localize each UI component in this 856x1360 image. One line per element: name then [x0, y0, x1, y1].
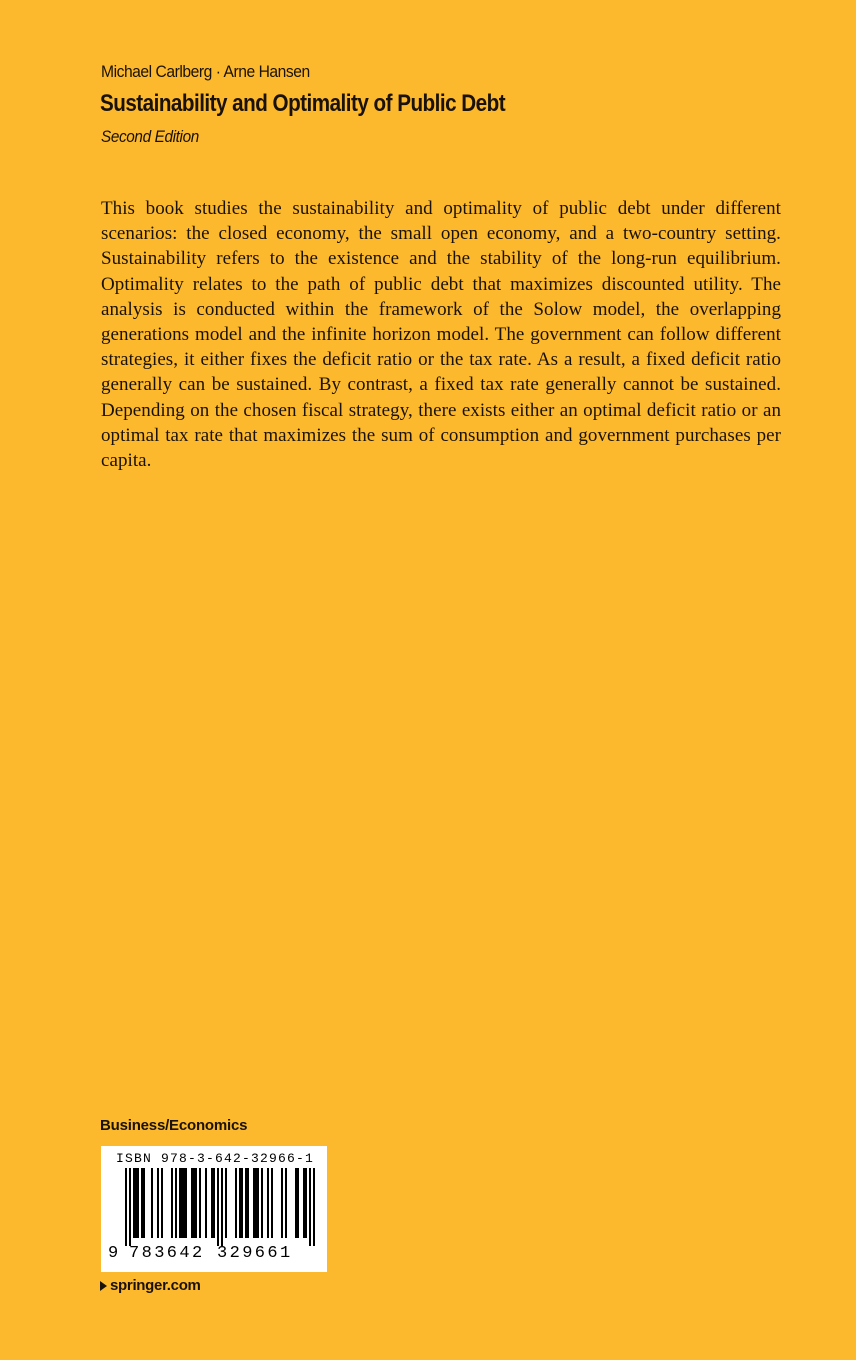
website-label: springer.com [110, 1277, 201, 1294]
barcode-bar [199, 1168, 201, 1238]
barcode-bar [135, 1168, 137, 1238]
barcode-bar [205, 1168, 207, 1238]
barcode-bar [241, 1168, 243, 1238]
barcode-bar [267, 1168, 269, 1238]
book-title: Sustainability and Optimality of Public Debt [100, 90, 506, 117]
barcode-bar [285, 1168, 287, 1238]
barcode-bar [141, 1168, 143, 1238]
barcode-bar [175, 1168, 177, 1238]
barcode-bar [185, 1168, 187, 1238]
barcode-bar [247, 1168, 249, 1238]
barcode-bar [225, 1168, 227, 1238]
publisher-website[interactable] [100, 1277, 201, 1294]
barcode-bar [211, 1168, 213, 1238]
barcode-bar [137, 1168, 139, 1238]
barcode-bar [217, 1168, 219, 1246]
barcode-bar [255, 1168, 257, 1238]
barcode-bar [193, 1168, 195, 1238]
barcode-bar [253, 1168, 255, 1238]
barcode-bar [239, 1168, 241, 1238]
barcode-bars [101, 1168, 327, 1248]
barcode-bar [261, 1168, 263, 1238]
barcode-bar [295, 1168, 297, 1238]
barcode-bar [181, 1168, 183, 1238]
barcode-bar [183, 1168, 185, 1238]
barcode-bar [143, 1168, 145, 1238]
barcode-bar [161, 1168, 163, 1238]
barcode-bar [313, 1168, 315, 1246]
barcode-bar [157, 1168, 159, 1238]
barcode-bar [271, 1168, 273, 1238]
authors: Michael Carlberg · Arne Hansen [101, 62, 310, 81]
book-description: This book studies the sustainability and optimality of public debt under different scenarios: the closed economy, the small open economy, and a two-country setting. Sustainability refers to the existence and the stability of the long-run equilibrium. Optimality relates to the path of public debt that maximizes discounted utility. The analysis is conducted within the framework of the Solow model, the overlapping generations model and the infinite horizon model. The government can follow different strategies, it either fixes the deficit ratio or the tax rate. As a result, a fixed deficit ratio generally can be sustained. By contrast, a fixed tax rate generally cannot be sustained. Depending on the chosen fiscal strategy, there exists either an optimal deficit ratio or an optimal tax rate that maximizes the sum of consumption and government purchases per capita. [101, 198, 781, 472]
barcode-right-digits: 329661 [217, 1244, 293, 1263]
barcode-bar [235, 1168, 237, 1238]
barcode-bar [191, 1168, 193, 1238]
edition: Second Edition [101, 127, 199, 146]
barcode-bar [309, 1168, 311, 1246]
category-label: Business/Economics [100, 1117, 248, 1134]
barcode-bar [171, 1168, 173, 1238]
barcode-first-digit: 9 [108, 1244, 119, 1263]
barcode-left-digits: 783642 [129, 1244, 205, 1263]
barcode-bar [281, 1168, 283, 1238]
barcode-bar [179, 1168, 181, 1238]
barcode-bar [303, 1168, 305, 1238]
isbn-text: ISBN 978-3-642-32966-1 [116, 1151, 315, 1166]
barcode-bar [245, 1168, 247, 1238]
barcode-bar [129, 1168, 131, 1246]
barcode-bar [297, 1168, 299, 1238]
barcode-bar [257, 1168, 259, 1238]
barcode-bar [221, 1168, 223, 1246]
barcode-box [101, 1146, 327, 1272]
barcode-bar [195, 1168, 197, 1238]
barcode-bar [305, 1168, 307, 1238]
barcode-bar [151, 1168, 153, 1238]
barcode-bar [125, 1168, 127, 1246]
triangle-right-icon [100, 1281, 107, 1291]
barcode-bar [133, 1168, 135, 1238]
barcode-bar [213, 1168, 215, 1238]
